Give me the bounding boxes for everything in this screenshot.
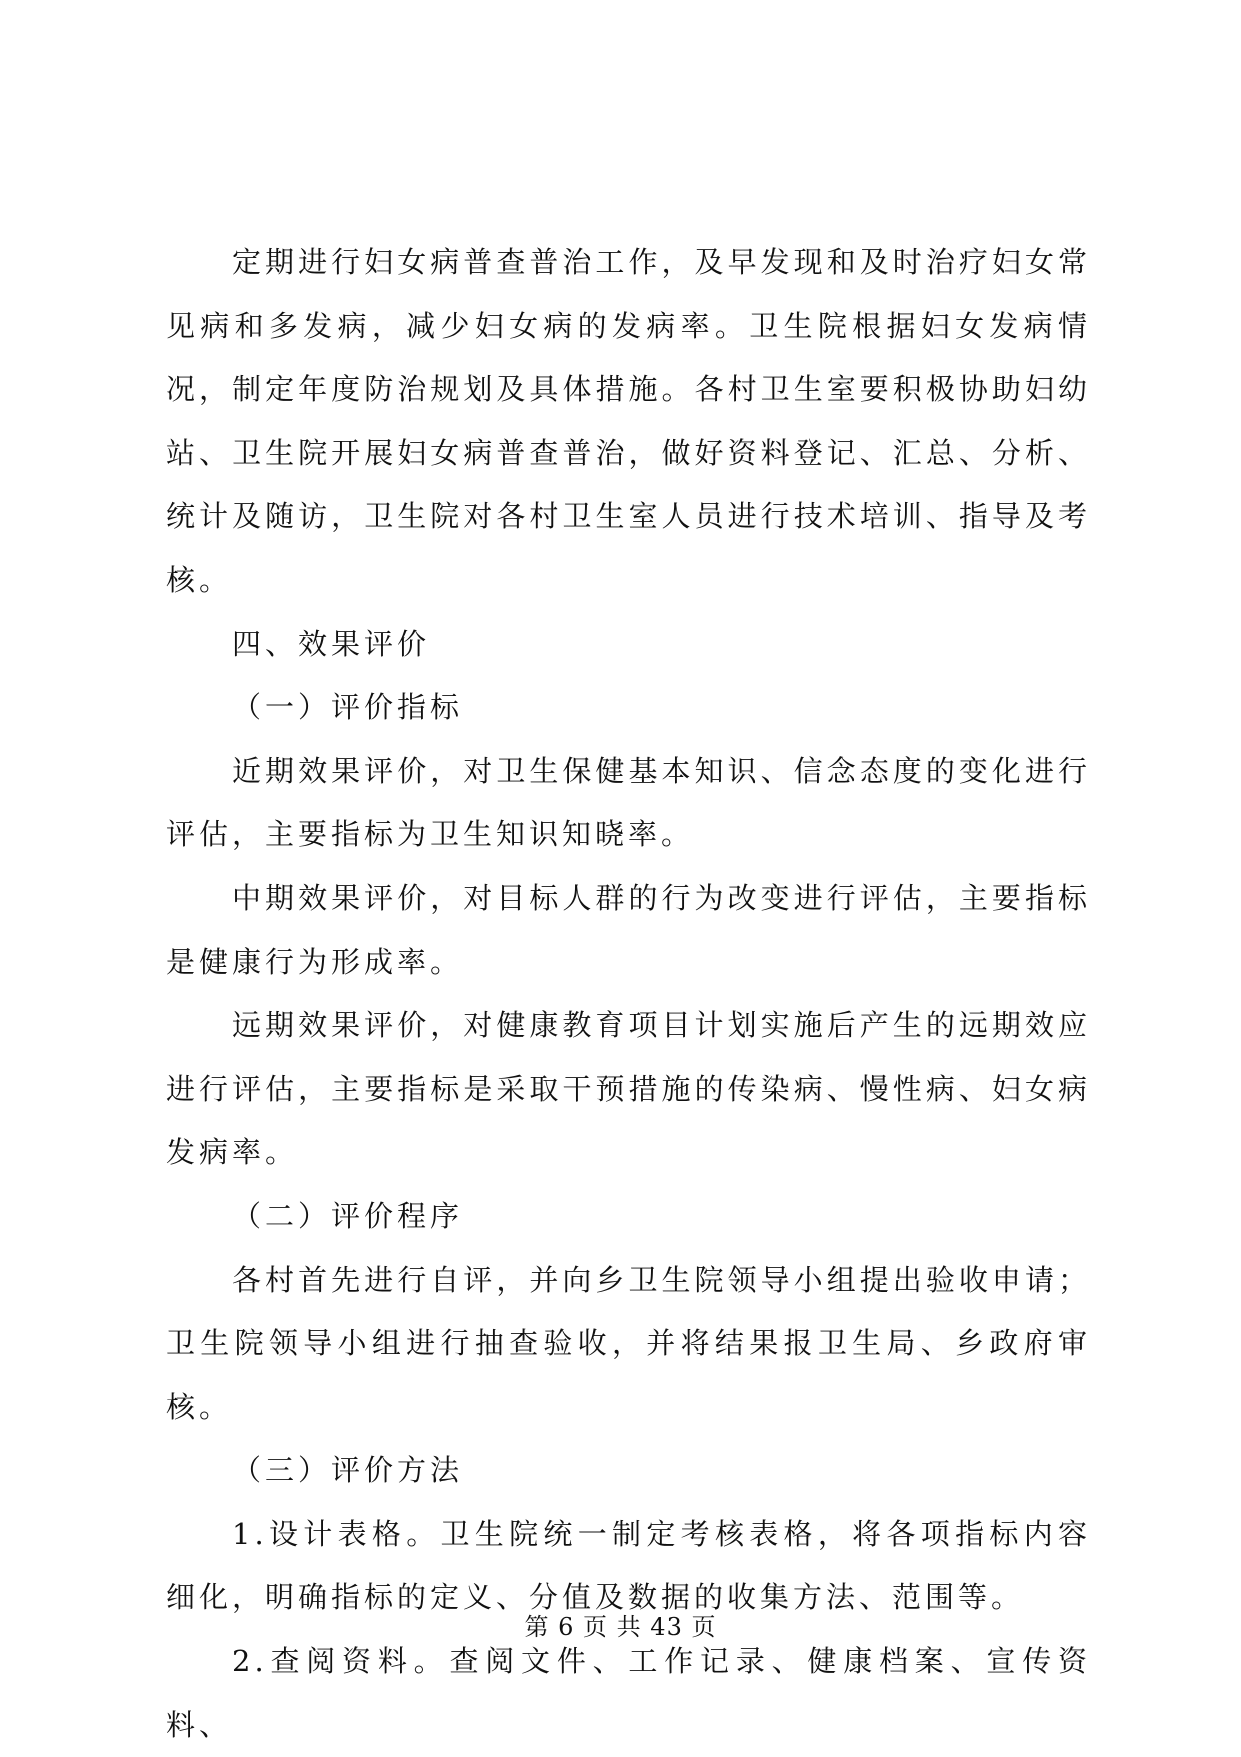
subheading-evaluation-procedure: （二）评价程序 [232, 1198, 464, 1233]
paragraph-gynecology-screening: 定期进行妇女病普查普治工作，及早发现和及时治疗妇女常见病和多发病，减少妇女病的发病率。卫生院根据妇女发病情况，制定年度防治规划及具体措施。各村卫生室要积极协助妇幼站、卫生院开展妇女病普查普治，做好资料登记、汇总、分析、统计及随访，卫生院对各村卫生室人员进行技术培训、指导及考核。 [166, 245, 1091, 597]
paragraph-method-design-table: 1.设计表格。卫生院统一制定考核表格，将各项指标内容细化，明确指标的定义、分值及数据的收集方法、范围等。 [166, 1516, 1091, 1615]
subheading-evaluation-indicators: （一）评价指标 [232, 690, 464, 725]
paragraph-procedure-detail: 各村首先进行自评，并向乡卫生院领导小组提出验收申请；卫生院领导小组进行抽查验收，并将结果报卫生局、乡政府审核。 [166, 1262, 1091, 1424]
paragraph-method-review-materials: 2.查阅资料。查阅文件、工作记录、健康档案、宣传资料、 [166, 1644, 1091, 1742]
paragraph-mid-term-evaluation: 中期效果评价，对目标人群的行为改变进行评估，主要指标是健康行为形成率。 [166, 880, 1091, 979]
paragraph-long-term-evaluation: 远期效果评价，对健康教育项目计划实施后产生的远期效应进行评估，主要指标是采取干预措施的传染病、慢性病、妇女病发病率。 [166, 1008, 1091, 1170]
paragraph-short-term-evaluation: 近期效果评价，对卫生保健基本知识、信念态度的变化进行评估，主要指标为卫生知识知晓率。 [166, 753, 1091, 852]
subheading-evaluation-methods: （三）评价方法 [232, 1453, 464, 1488]
section-heading-effect-evaluation: 四、效果评价 [232, 626, 431, 661]
document-body [166, 231, 1091, 1757]
page-footer: 第 6 页 共 43 页 [524, 1613, 717, 1641]
